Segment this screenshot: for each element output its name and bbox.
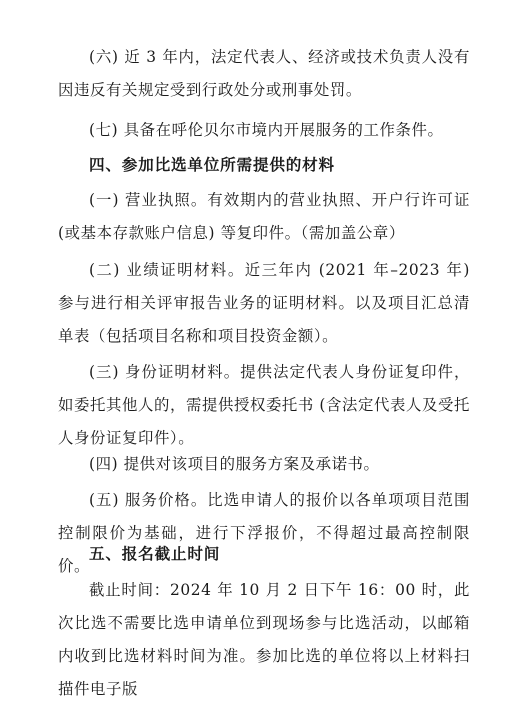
paragraph-material-four: (四) 提供对该项目的服务方案及承诺书。 xyxy=(89,455,380,473)
paragraph-qualification-six: (六) 近 3 年内，法定代表人、经济或技术负责人没有因违反有关规定受到行政处分或刑事处罚。 xyxy=(58,48,470,99)
paragraph-material-five: (五) 服务价格。比选申请人的报价以各单项项目范围控制限价为基础，进行下浮报价，不得超过最高控制限价。 xyxy=(58,491,470,575)
paragraph-qualification-seven: (七) 具备在呼伦贝尔市境内开展服务的工作条件。 xyxy=(89,121,444,139)
section-heading-deadline: 五、报名截止时间 xyxy=(89,544,221,563)
paragraph-deadline: 截止时间：2024 年 10 月 2 日下午 16：00 时，此次比选不需要比选申请单位到现场参与比选活动，以邮箱内收到比选材料时间为准。参加比选的单位将以上材料扫描件电子版 xyxy=(58,581,470,698)
paragraph-material-three: (三) 身份证明材料。提供法定代表人身份证复印件，如委托其他人的，需提供授权委托书 (含法定代表人及受托人身份证复印件）。 xyxy=(58,363,470,447)
paragraph-material-one: (一) 营业执照。有效期内的营业执照、开户行许可证(或基本存款账户信息) 等复印件。（需加盖公章） xyxy=(58,191,470,242)
paragraph-material-two: (二) 业绩证明材料。近三年内 (2021 年–2023 年) 参与进行相关评审报告业务的证明材料。以及项目汇总清单表（包括项目名称和项目投资金额）。 xyxy=(58,261,470,345)
section-heading-materials: 四、参加比选单位所需提供的材料 xyxy=(89,155,335,174)
